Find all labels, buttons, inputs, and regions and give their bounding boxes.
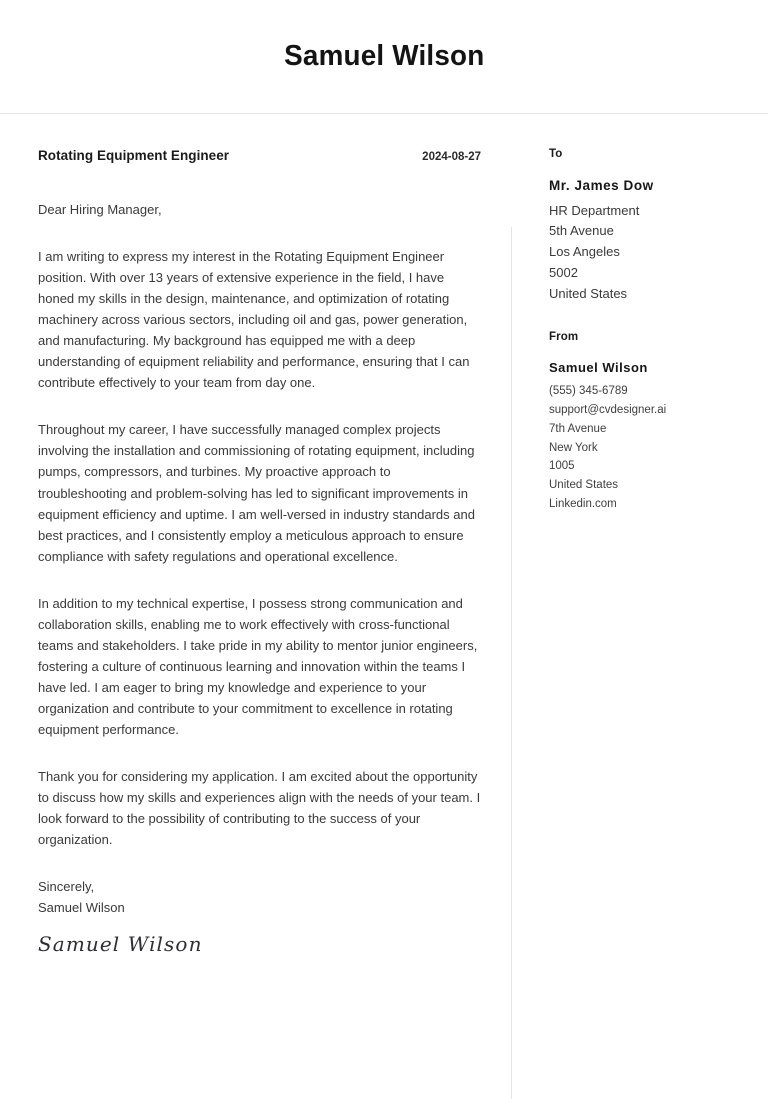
column-divider [511,227,512,1099]
letter-main-column [0,113,511,957]
recipient-block [549,148,748,305]
recipient-line: Los Angeles [549,244,620,260]
salutation: Dear Hiring Manager, [38,202,162,217]
sender-name: Samuel Wilson [549,359,648,375]
signature: Samuel Wilson [38,932,203,957]
recipient-line: United States [549,285,628,301]
recipient-name: Mr. James Dow [549,178,654,193]
letter-paragraph-2: Throughout my career, I have successfully managed complex projects involving the installation and commissioning of rotating equipment, including pumps, compressors, and turbines. My proactive approach to troubleshooting and problem-solving has led to significant improvements in equipment efficiency and uptime. I am well-versed in industry standards and best practices, and I consistently employ a meticulous approach to ensure compliance with safety regulations and operational excellence. [38,422,475,564]
page-title: Samuel Wilson [283,40,485,72]
letter-paragraph-4: Thank you for considering my application. I am excited about the opportunity to discuss how my skills and experiences align with the needs of your team. I look forward to the possibility of contributing to the success of your organization. [38,769,481,848]
sender-line: New York [549,441,598,454]
recipient-line: 5002 [549,264,578,280]
letter-body [0,113,768,957]
letter-title-row [38,148,481,163]
closing-name: Samuel Wilson [38,900,125,916]
sender-line: 7th Avenue [549,422,607,435]
letter-paragraph-3: In addition to my technical expertise, I possess strong communication and collaboration skills, enabling me to work effectively with cross-functional teams and stakeholders. I take pride in my ability to mentor junior engineers, fostering a culture of continuous learning and innovation within the teams I have led. I am eager to bring my knowledge and experience to your organization and contribute to your commitment to excellence in rotating equipment performance. [38,595,478,737]
job-title: Rotating Equipment Engineer [38,148,230,163]
sender-line: United States [549,479,619,492]
closing-block [38,876,481,918]
letter-date: 2024-08-27 [422,151,481,163]
sender-email: support@cvdesigner.ai [549,404,667,417]
recipient-line: HR Department [549,202,640,218]
recipient-label: To [549,148,563,160]
letter-paragraph-1: I am writing to express my interest in the Rotating Equipment Engineer position. With over 13 years of extensive experience in the field, I have honed my skills in the design, maintenance, and optimization of rotating machinery across various sectors, including oil and gas, power generation, and manufacturing. My background has equipped me with a deep understanding of equipment reliability and performance, ensuring that I can contribute effectively to your team from day one. [38,249,470,391]
sender-label: From [549,330,579,343]
letter-header [0,0,768,113]
address-sidebar [511,113,768,514]
sender-line: 1005 [549,460,575,473]
recipient-line: 5th Avenue [549,223,614,239]
sender-block [549,331,748,514]
closing-word: Sincerely, [38,879,95,895]
sender-website: Linkedin.com [549,497,617,510]
sender-phone: (555) 345-6789 [549,385,628,398]
